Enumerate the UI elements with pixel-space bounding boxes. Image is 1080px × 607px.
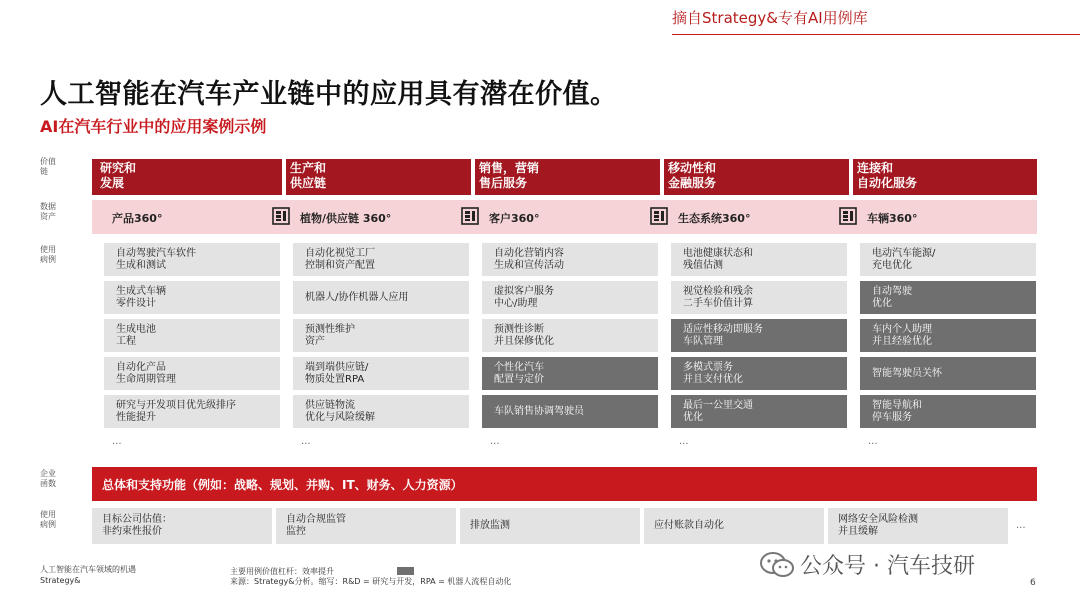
- use-case-line: 生成式车辆: [116, 285, 166, 297]
- use-case-line: 个性化汽车: [494, 361, 544, 373]
- database-icon: [461, 207, 479, 225]
- row-label-use-cases: [40, 245, 70, 265]
- use-case-line: 车内个人助理: [872, 323, 932, 335]
- cu-line: 网络安全风险检测: [838, 514, 918, 525]
- use-case-line: 并且保修优化: [494, 335, 554, 347]
- value-chain-mobility: [668, 161, 716, 191]
- row-label-line: 价值: [40, 157, 56, 166]
- use-case-line: 多模式票务: [683, 361, 733, 373]
- use-case-line: 电动汽车能源/: [872, 247, 936, 259]
- use-case-line: 物质处置RPA: [305, 373, 365, 385]
- use-case-line: 电池健康状态和: [683, 247, 753, 259]
- value-chain-rd: [100, 161, 136, 191]
- ellipsis: ...: [868, 436, 878, 447]
- use-case-line: 最后一公里交通: [683, 399, 753, 411]
- use-case-cell: [671, 243, 847, 276]
- wechat-icon: [760, 551, 794, 579]
- database-icon: [272, 207, 290, 225]
- use-case-cell: [671, 395, 847, 428]
- data-asset-product: 产品360°: [112, 212, 163, 225]
- ellipsis: ...: [301, 436, 311, 447]
- use-case-line: 适应性移动即服务: [683, 323, 763, 335]
- row-label-line: 链: [40, 167, 48, 176]
- use-case-line: 车队销售协调驾驶员: [494, 405, 584, 417]
- use-case-cell: [293, 319, 469, 352]
- use-case-line: 配置与定价: [494, 373, 544, 385]
- use-case-line: 并且支付优化: [683, 373, 743, 385]
- footer-note-line: 主要用例价值杠杆：效率提升: [230, 567, 334, 576]
- ellipsis: ...: [1016, 520, 1026, 531]
- use-case-cell: [860, 395, 1036, 428]
- use-case-line: 优化: [683, 411, 703, 423]
- use-case-line: 停车服务: [872, 411, 912, 423]
- use-case-cell: [860, 357, 1036, 390]
- use-case-line: 机器人/协作机器人应用: [305, 291, 409, 303]
- vc-line: 自动化服务: [857, 176, 918, 190]
- vc-separator: [849, 159, 853, 195]
- vc-line: 售后服务: [479, 176, 528, 190]
- cu-line: 自动合规监管: [286, 514, 346, 525]
- use-case-line: 智能驾驶员关怀: [872, 367, 942, 379]
- use-case-cell: [671, 281, 847, 314]
- use-case-line: 自动驾驶: [872, 285, 912, 297]
- corporate-use-case: [644, 508, 824, 544]
- ellipsis: ...: [679, 436, 689, 447]
- data-asset-plant: 植物/供应链 360°: [300, 212, 392, 225]
- row-label-corporate-use-cases: [40, 510, 70, 530]
- cu-line: 非约束性报价: [102, 526, 162, 537]
- page-number: 6: [1030, 578, 1036, 588]
- row-label-line: 企业: [40, 469, 56, 478]
- use-case-line: 预测性诊断: [494, 323, 544, 335]
- use-case-cell: [860, 319, 1036, 352]
- data-asset-customer: 客户360°: [489, 212, 540, 225]
- use-case-line: 智能导航和: [872, 399, 922, 411]
- use-case-cell: [104, 281, 280, 314]
- row-label-data-assets: [40, 202, 70, 222]
- vc-separator: [282, 159, 286, 195]
- row-label-line: 使用: [40, 245, 56, 254]
- vc-separator: [660, 159, 664, 195]
- cu-line: 排放监测: [470, 520, 510, 531]
- ellipsis: ...: [490, 436, 500, 447]
- use-case-line: 虚拟客户服务: [494, 285, 554, 297]
- footer-note: [230, 567, 511, 587]
- vc-separator: [471, 159, 475, 195]
- use-case-cell: [482, 357, 658, 390]
- use-case-line: 自动化产品: [116, 361, 166, 373]
- data-asset-vehicle: 车辆360°: [867, 212, 918, 225]
- use-case-line: 车队管理: [683, 335, 723, 347]
- use-case-line: 研究与开发项目优先级排序: [116, 399, 236, 411]
- vc-line: 发展: [100, 176, 125, 190]
- corporate-use-case: [276, 508, 456, 544]
- corporate-use-case: [92, 508, 272, 544]
- cu-line: 监控: [286, 526, 306, 537]
- legend-swatch: [397, 567, 414, 575]
- use-case-line: 中心/助理: [494, 297, 538, 309]
- footer-source: [40, 564, 136, 586]
- use-case-cell: [293, 281, 469, 314]
- header-tag: [672, 0, 1080, 35]
- use-case-line: 自动化营销内容: [494, 247, 564, 259]
- vc-line: 销售，营销: [479, 161, 540, 175]
- use-case-cell: [671, 357, 847, 390]
- vc-line: 生产和: [290, 161, 327, 175]
- footer-line: Strategy&: [40, 576, 81, 585]
- use-case-cell: [293, 243, 469, 276]
- header-tag-text: 摘自Strategy&专有AI用例库: [672, 9, 868, 27]
- database-icon: [650, 207, 668, 225]
- use-case-line: 生成和测试: [116, 259, 166, 271]
- row-label-line: 数据: [40, 202, 56, 211]
- vc-line: 金融服务: [668, 176, 717, 190]
- use-case-cell: [293, 357, 469, 390]
- cu-line: 应付账款自动化: [654, 520, 724, 531]
- use-case-cell: [482, 243, 658, 276]
- use-case-line: 视觉检验和残余: [683, 285, 753, 297]
- use-case-line: 生命周期管理: [116, 373, 176, 385]
- row-label-line: 资产: [40, 212, 56, 221]
- page-subtitle: AI在汽车行业中的应用案例示例: [40, 117, 267, 136]
- use-case-line: 充电优化: [872, 259, 912, 271]
- use-case-line: 残值估测: [683, 259, 723, 271]
- value-chain-band: [92, 159, 1037, 195]
- cu-line: 目标公司估值：: [102, 514, 172, 525]
- use-case-line: 生成电池: [116, 323, 156, 335]
- use-case-line: 零件设计: [116, 297, 156, 309]
- use-case-cell: [104, 357, 280, 390]
- use-case-cell: [104, 395, 280, 428]
- watermark-text: 公众号 · 汽车技研: [800, 554, 975, 579]
- ellipsis: ...: [112, 436, 122, 447]
- use-case-cell: [104, 243, 280, 276]
- use-case-cell: [293, 395, 469, 428]
- use-case-cell: [482, 395, 658, 428]
- use-case-cell: [860, 281, 1036, 314]
- vc-line: 移动性和: [668, 161, 717, 175]
- value-chain-production: [290, 161, 326, 191]
- vc-line: 连接和: [857, 161, 894, 175]
- value-chain-connectivity: [857, 161, 917, 191]
- use-case-line: 优化: [872, 297, 892, 309]
- page-title: 人工智能在汽车产业链中的应用具有潜在价值。: [40, 79, 618, 110]
- use-case-line: 端到端供应链/: [305, 361, 369, 373]
- use-case-cell: [860, 243, 1036, 276]
- use-case-cell: [104, 319, 280, 352]
- footer-note-line: 来源：Strategy&分析。缩写：R&D = 研究与开发，RPA = 机器人流程自动化: [230, 577, 512, 586]
- row-label-line: 函数: [40, 479, 56, 488]
- corporate-use-case: [828, 508, 1008, 544]
- use-case-line: 优化与风险缓解: [305, 411, 375, 423]
- vc-line: 研究和: [100, 161, 137, 175]
- row-label-value-chain: [40, 157, 70, 177]
- use-case-cell: [671, 319, 847, 352]
- footer-line: 人工智能在汽车领域的机遇: [40, 565, 136, 574]
- cu-line: 并且缓解: [838, 526, 878, 537]
- data-assets-band: [92, 200, 1037, 234]
- watermark: [760, 549, 975, 580]
- data-asset-ecosystem: 生态系统360°: [678, 212, 751, 225]
- corporate-functions-band: [92, 467, 1037, 501]
- row-label-line: 病例: [40, 255, 56, 264]
- use-case-line: 工程: [116, 335, 136, 347]
- use-case-line: 自动化视觉工厂: [305, 247, 375, 259]
- value-chain-sales: [479, 161, 539, 191]
- corporate-functions-text: 总体和支持功能（例如：战略、规划、并购、IT、财务、人力资源）: [102, 478, 463, 492]
- use-case-line: 自动驾驶汽车软件: [116, 247, 196, 259]
- row-label-line: 病例: [40, 520, 56, 529]
- row-label-line: 使用: [40, 510, 56, 519]
- use-case-line: 二手车价值计算: [683, 297, 753, 309]
- use-case-cell: [482, 281, 658, 314]
- use-case-line: 控制和资产配置: [305, 259, 375, 271]
- corporate-use-case: [460, 508, 640, 544]
- vc-line: 供应链: [290, 176, 327, 190]
- use-case-line: 资产: [305, 335, 325, 347]
- use-case-line: 预测性维护: [305, 323, 355, 335]
- use-case-line: 性能提升: [116, 411, 156, 423]
- database-icon: [839, 207, 857, 225]
- use-case-cell: [482, 319, 658, 352]
- use-case-line: 并且经验优化: [872, 335, 932, 347]
- use-case-line: 供应链物流: [305, 399, 355, 411]
- row-label-corporate: [40, 469, 70, 489]
- use-case-line: 生成和宣传活动: [494, 259, 564, 271]
